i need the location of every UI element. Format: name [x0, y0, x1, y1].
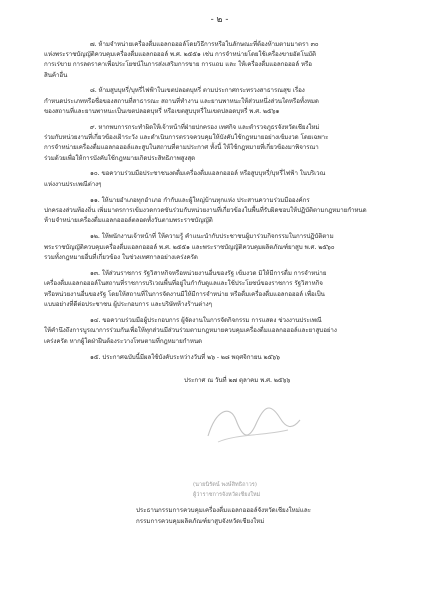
paragraph-8-line-1: ๘. ห้ามสูบบุหรี่/บุหรี่ไฟฟ้าในเขตปลอดบุหรี่ ตามประกาศกระทรวงสาธารณสุข เรื่อง	[90, 87, 305, 94]
paragraph-13-line-2: เครื่องดื่มแอลกอฮอล์ในสถานที่ราชการบริเวณพื้นที่อยู่ในกำกับดูแลและใช้ประโยชน์ของราชการ รัฐวิสาหกิจ	[44, 280, 323, 287]
footer-line-1: ประธานกรรมการควบคุมเครื่องดื่มแอลกอฮอล์จังหวัดเชียงใหม่และ	[136, 507, 311, 514]
paragraph-11-line-3: ห้ามจำหน่ายเครื่องดื่มแอลกอฮอล์ตลอดทั้งวันตามพระราชบัญญัติ	[44, 217, 213, 224]
paragraph-11-line-1: ๑๑. ให้นายอำเภอทุกอำเภอ กำกับและผู้ใหญ่บ้านทุกแห่ง ประสานความร่วมมือองค์กร	[90, 197, 310, 204]
announcement-date: ประกาศ ณ วันที่ ๒๗ ตุลาคม พ.ศ. ๒๕๖๖	[184, 377, 291, 384]
paragraph-14-line-2: ให้คำนึงถึงการบูรณาการร่วมกันเพื่อให้ทุกส่วนมีส่วนร่วมตามกฎหมายควบคุมเครื่องดื่มแอลกอฮอล์และยาสูบอย่าง	[44, 327, 337, 334]
paragraph-12-line-2: พระราชบัญญัติควบคุมเครื่องดื่มแอลกอฮอล์ พ.ศ. ๒๕๕๑ และพระราชบัญญัติควบคุมผลิตภัณฑ์ยาสูบ พ.ศ. ๒๕๖๐	[44, 244, 335, 251]
paragraph-8-line-2: กำหนดประเภทหรือชื่อของสถานที่สาธารณะ สถานที่ทำงาน และยานพาหนะให้ส่วนหนึ่งส่วนใดหรือทั้งหมด	[44, 98, 319, 105]
page-number: - ๒ -	[210, 15, 229, 25]
signature-name: (นายนิรัตน์ พงษ์สิทธิถาวร)	[193, 482, 257, 488]
footer-line-2: กรรมการควบคุมผลิตภัณฑ์ยาสูบจังหวัดเชียงใหม่	[136, 518, 265, 525]
paragraph-14-line-1: ๑๔. ขอความร่วมมือผู้ประกอบการ ผู้จัดงานในการจัดกิจกรรม การแสดง ช่วงงานประเพณี	[90, 317, 322, 324]
paragraph-9-line-2: ร่วมกับหน่วยงานที่เกี่ยวข้องเฝ้าระวัง และดำเนินการตรวจควบคุมให้บังคับใช้กฎหมายอย่างเข้มงวด โดยเฉพาะ	[44, 134, 329, 141]
paragraph-9-line-3: การจำหน่ายเครื่องดื่มแอลกอฮอล์และสูบในสถานที่ตามประกาศ ทั้งนี้ ให้ใช้กฎหมายที่เกี่ยวข้องมาพิจารณา	[44, 144, 319, 151]
paragraph-7-line-3: การเร่ขาย การลดราคาเพื่อประโยชน์ในการส่งเสริมการขาย การแถม และ ให้เครื่องดื่มแอลกอฮอล์ หรือ	[44, 61, 312, 68]
paragraph-13-line-3: หรือหน่วยงานอื่นของรัฐ โดยให้สถานที่ในการจัดงานมีให้มีการจำหน่าย หรือดื่มเครื่องดื่มแอลกอฮอล์ เพื่อเป็น	[44, 291, 325, 298]
handwritten-signature	[196, 390, 306, 454]
paragraph-7-line-4: สินค้าอื่น	[44, 72, 68, 79]
paragraph-13-line-1: ๑๓. ให้ส่วนราชการ รัฐวิสาหกิจหรือหน่วยงานอื่นของรัฐ เข้มงวด มิให้มีการดื่ม การจำหน่าย	[90, 270, 327, 277]
paragraph-11-line-2: ปกครองส่วนท้องถิ่น เพิ่มมาตรการเข้มงวดกวดขันร่วมกับหน่วยงานที่เกี่ยวข้องในพื้นที่รับผิดชอบให้ปฏิบัติตามกฎหมายกำหนด	[44, 207, 367, 214]
paragraph-9-line-4: ร่วมด้วยเพื่อให้การบังคับใช้กฎหมายเกิดประสิทธิภาพสูงสุด	[44, 155, 196, 162]
paragraph-13-line-4: แบบอย่างที่ดีต่อประชาชน ผู้ประกอบการ และบริษัทห้างร้านต่างๆ	[44, 301, 212, 308]
paragraph-7-line-1: ๗. ห้ามจำหน่ายเครื่องดื่มแอลกอฮอล์โดยวิธีการหรือในลักษณะที่ต้องห้ามตามมาตรา ๓๐	[90, 41, 319, 48]
paragraph-14-line-3: เคร่งครัด หากผู้ใดฝ่าฝืนต้องระวางโทษตามที่กฎหมายกำหนด	[44, 338, 203, 345]
paragraph-8-line-3: ของสถานที่และยานพาหนะเป็นเขตปลอดบุหรี่ หรือเขตสูบบุหรี่ในเขตปลอดบุหรี่ พ.ศ. ๒๕๖๑	[44, 108, 280, 115]
paragraph-9-line-1: ๙. หากพบการกระทำผิดให้เจ้าหน้าที่ฝ่ายปกครอง เทศกิจ และตำรวจภูธรจังหวัดเชียงใหม่	[90, 124, 320, 131]
paragraph-12-line-3: รวมทั้งกฎหมายอื่นที่เกี่ยวข้อง ในช่วงเทศกาลอย่างเคร่งครัด	[44, 254, 198, 261]
signature-title: ผู้ว่าราชการจังหวัดเชียงใหม่	[193, 492, 261, 498]
paragraph-15-line-1: ๑๕. ประกาศฉบับนี้มีผลใช้บังคับระหว่างวันที่ ๒๖ - ๒๘ พฤศจิกายน ๒๕๖๖	[90, 354, 280, 361]
paragraph-10-line-1: ๑๐. ขอความร่วมมือประชาชนงดดื่มเครื่องดื่มแอลกอฮอล์ หรือสูบบุหรี่/บุหรี่ไฟฟ้า ในบริเวณ	[90, 170, 326, 177]
paragraph-10-line-2: แห่งงานประเพณีต่างๆ	[44, 181, 102, 188]
paragraph-12-line-1: ๑๒. ให้พนักงานเจ้าหน้าที่ ให้ความรู้ คำแนะนำกับประชาชนผู้มาร่วมกิจกรรมในการปฏิบัติตาม	[90, 233, 334, 240]
paragraph-7-line-2: แห่งพระราชบัญญัติควบคุมเครื่องดื่มแอลกอฮอล์ พ.ศ. ๒๕๕๑ เช่น การจำหน่ายโดยใช้เครื่องขายอัตโนมัติ	[44, 51, 316, 58]
